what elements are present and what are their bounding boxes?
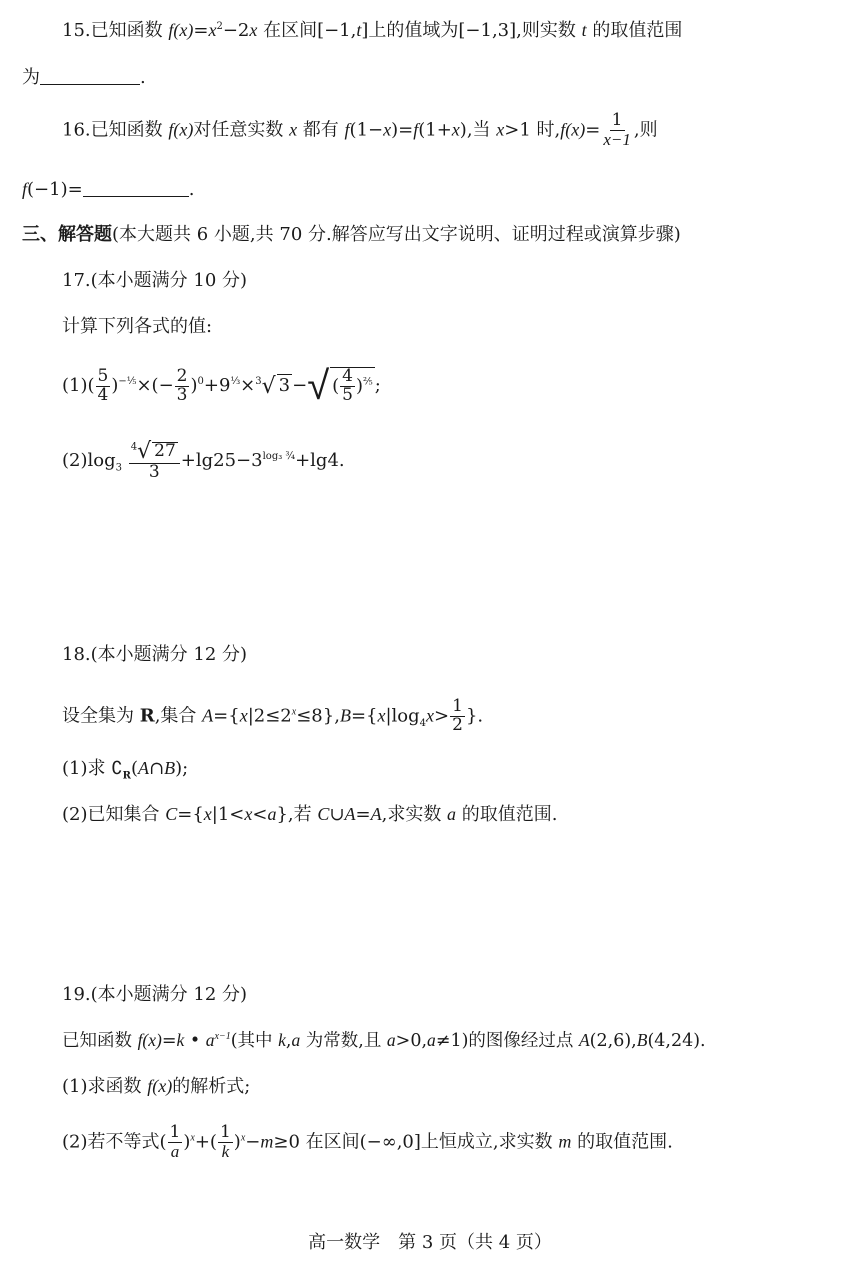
q19-p2-frac1-den: a [170, 1141, 180, 1161]
q19-p2-frac2-den: k [221, 1141, 230, 1161]
q17-p1-paren2: ) [190, 375, 198, 396]
q18-set-end: }. [465, 705, 484, 727]
q17-p1-label: (1)( [62, 375, 95, 396]
q18-p2-x2: x [244, 804, 253, 824]
section3-header [22, 224, 681, 246]
q18-A: A [202, 705, 214, 726]
q15-interval: 在区间[−1, [257, 20, 357, 41]
q18-text-c: ={ [213, 705, 240, 727]
page-footer: 高一数学 第 3 页（共 4 页） [308, 1232, 552, 1253]
q18-part2 [62, 804, 558, 826]
q18-p2-b: ={ [177, 804, 204, 825]
q19-p2-paren2: ) [233, 1131, 241, 1153]
q19-p2-minus: − [245, 1131, 261, 1153]
q15-sup2: 2 [216, 21, 223, 32]
q18-frac-num: 1 [452, 696, 463, 716]
q18-stem [62, 698, 483, 735]
q19-dot: • [184, 1031, 206, 1051]
q17-p1-exp1: −⅕ [118, 376, 137, 387]
q17-p1-times: ×(− [136, 375, 174, 396]
q16-eq: = [585, 119, 601, 141]
q16-arg1: (1− [349, 119, 384, 141]
q19-p2-frac1 [168, 1124, 183, 1161]
q16-close2: ),当 [459, 119, 497, 141]
q17-p1-frac2 [175, 365, 190, 405]
q18-p2-a3: a [447, 804, 457, 824]
q15-eq: = [193, 20, 209, 41]
q17-p1-radical-icon: √ [261, 374, 276, 399]
q19-a3: a [386, 1030, 396, 1050]
q17-p2-log-base: 3 [115, 462, 122, 474]
q18-p2-A: A [344, 804, 356, 824]
q17-p1-exp4: ⅖ [363, 376, 373, 387]
q19-p2-m2: m [558, 1131, 572, 1152]
q18-title: 18.(本小题满分 12 分) [62, 644, 248, 665]
q18-p2-end: 的取值范围. [456, 804, 558, 825]
q18-frac [450, 698, 465, 735]
q18-p2-A2: A [370, 804, 382, 824]
q16-number: 16.已知函数 [62, 119, 169, 141]
q16-x: x [289, 119, 298, 140]
q19-p1-fx: f(x) [147, 1076, 173, 1096]
q18-p1-A: A [138, 758, 150, 778]
q17-p1-frac2-den: 3 [176, 384, 188, 405]
q19-p2-d: ≥0 在区间(−∞,0]上恒成立,求实数 [273, 1131, 559, 1153]
q17-p1-big-radical-icon: √ [307, 363, 330, 409]
q16-line2 [22, 178, 194, 201]
q18-p1-text: (1)求 ∁ [62, 758, 123, 779]
q19-a: a [205, 1030, 215, 1050]
q17-p1-end: ; [374, 375, 381, 396]
q18-p2-a2: a [267, 804, 277, 824]
q18-p1-sub: R [122, 770, 131, 782]
q15-line1 [62, 20, 682, 42]
q19-p1-end: 的解析式; [172, 1076, 251, 1097]
q19-p2-exp2: x [240, 1132, 246, 1144]
q19-stem-c: (其中 [230, 1031, 279, 1051]
q17-p1-frac1-num: 5 [97, 365, 109, 386]
q18-p2-x: x [203, 804, 212, 824]
q19-title: 19.(本小题满分 12 分) [62, 984, 248, 1005]
q18-p2-e: },若 [276, 804, 318, 825]
q17-p2-frac [129, 440, 180, 482]
q19-stem-f: ≠1)的图像经过点 [435, 1031, 579, 1051]
q19-stem-d: 为常数,且 [300, 1031, 387, 1051]
q18-p2-C: C [165, 804, 178, 824]
q18-p2-C2: C [317, 804, 330, 824]
q16-frac-den: x−1 [603, 129, 631, 149]
q16-answer-blank[interactable] [83, 178, 189, 197]
q17-p2-label: (2)log [62, 449, 116, 471]
q16-x3: x [496, 119, 505, 140]
q19-p2-exp1: x [190, 1132, 195, 1144]
q18-p2-d: < [252, 804, 268, 825]
q15-fx: f(x) [168, 20, 194, 40]
q19-p2-plus: +( [194, 1131, 217, 1153]
q16-frac-num: 1 [611, 110, 623, 130]
q15-minus2: −2 [222, 20, 250, 41]
q19-p2-a: (2)若不等式( [62, 1131, 167, 1153]
q16-text1: 对任意实数 [193, 119, 290, 141]
q19-B: B [636, 1030, 648, 1050]
q18-gt: > [434, 705, 450, 727]
q18-p2-cup: ∪ [329, 804, 345, 825]
q19-a4: a [427, 1030, 436, 1050]
q16-line1 [62, 112, 658, 149]
q17-p1-frac3-den: 5 [342, 384, 353, 405]
q16-f1: f [344, 119, 350, 140]
q16-neg1: (−1)= [27, 179, 83, 200]
q17-p1-root-value: 3 [278, 375, 291, 396]
q16-arg2: (1+ [418, 119, 452, 141]
q18-p1-end: ); [175, 758, 189, 779]
q16-period: . [188, 179, 195, 200]
q17-p2-frac-den: 3 [148, 462, 160, 483]
q18-text-d: |2≤2 [247, 705, 292, 727]
q18-xexp: x [291, 706, 297, 718]
q19-p2-end: 的取值范围. [571, 1131, 673, 1153]
q19-p2-frac1-num: 1 [169, 1122, 181, 1142]
q17-p1-frac3-num: 4 [342, 365, 353, 386]
q18-p1-cap: ∩ [149, 758, 165, 779]
q17-title: 17.(本小题满分 10 分) [62, 270, 248, 291]
q19-eq: = [161, 1031, 177, 1051]
q19-stem-a: 已知函数 [62, 1031, 138, 1051]
q15-answer-blank[interactable] [40, 66, 140, 85]
q17-part1 [62, 362, 381, 410]
q18-text-e: ≤8}, [296, 705, 340, 727]
q17-p1-frac1 [96, 365, 111, 405]
section3-heading: 三、解答题 [22, 224, 112, 245]
q18-x1: x [239, 705, 248, 726]
q18-text-g: |log [385, 705, 420, 727]
q18-p2-c: |1< [211, 804, 245, 825]
q17-p1-frac3 [340, 365, 355, 405]
q18-B: B [339, 705, 351, 726]
q19-p1-a: (1)求函数 [62, 1076, 148, 1097]
q18-p2-f: ,求实数 [381, 804, 448, 825]
q16-gt: >1 时, [504, 119, 561, 141]
q18-text-f: ={ [350, 705, 378, 727]
q17-p2-exp: log₃ ¾ [262, 450, 296, 462]
q17-part2 [62, 440, 345, 482]
q19-stem [62, 1030, 706, 1052]
q17-p2-end: +lg4. [295, 449, 345, 471]
q19-a2: a [291, 1030, 301, 1050]
q18-R: R [139, 705, 155, 727]
q16-x2: x [451, 119, 460, 140]
q15-x: x [249, 20, 258, 40]
q16-text2: 都有 [297, 119, 345, 141]
q19-exp: x−1 [214, 1031, 231, 1043]
q18-part1 [62, 758, 188, 780]
q17-p1-radicand: ( $\frac{4}{5}$ )$^{\frac{2}{5}}$ [332, 365, 373, 405]
q16-close1: )= [391, 119, 414, 141]
q19-p2-frac2-num: 1 [219, 1122, 231, 1142]
q17-p2-frac-num [129, 440, 180, 464]
q18-p2-eq: = [355, 804, 371, 825]
q17-p1-exp2: 0 [197, 376, 204, 387]
q17-p1-plus9: +9 [203, 375, 231, 396]
q17-p2-root-index: 4 [130, 441, 138, 453]
q18-text-b: ,集合 [154, 705, 203, 727]
q17-p1-exp3: ⅓ [230, 376, 241, 387]
q16-end: ,则 [633, 119, 658, 141]
q17-p1-frac2-num: 2 [176, 365, 188, 386]
q18-x3: x [426, 705, 435, 726]
q17-p2-mid: +lg25−3 [180, 449, 263, 471]
q19-pA: (2,6), [589, 1031, 637, 1051]
q18-p1-B: B [164, 758, 176, 778]
q17-intro: 计算下列各式的值: [62, 316, 213, 337]
q15-t2: t [581, 20, 587, 40]
q17-p1-times2: × [240, 375, 256, 396]
q17-p2-radical-icon: √ [137, 439, 152, 464]
q19-comma: , [285, 1031, 292, 1051]
q17-p1-root-index: 3 [255, 376, 262, 387]
q19-p2-frac2 [218, 1124, 233, 1161]
q18-text-a: 设全集为 [62, 705, 140, 727]
section3-note: (本大题共 6 小题,共 70 分.解答应写出文字说明、证明过程或演算步骤) [112, 224, 681, 245]
q18-p2-a: (2)已知集合 [62, 804, 166, 825]
q15-line2 [22, 66, 146, 89]
q16-f3: f(x) [560, 119, 586, 140]
q17-p2-root-value: 27 [154, 441, 176, 461]
q19-fx: f(x) [137, 1030, 162, 1050]
q19-stem-e: >0, [395, 1031, 428, 1051]
q17-p1-minus: − [292, 375, 308, 396]
q16-x1: x [383, 119, 392, 140]
q17-p1-paren1: ) [111, 375, 119, 396]
q16-fx: f(x) [168, 119, 194, 140]
q18-p1-paren: ( [130, 758, 139, 779]
q15-t: t [356, 20, 362, 40]
q19-part1 [62, 1076, 250, 1098]
q16-fraction [601, 112, 633, 149]
q15-end: 的取值范围 [586, 20, 683, 41]
q19-A: A [578, 1030, 590, 1050]
q18-x2: x [377, 705, 386, 726]
q15-x-squared: x [208, 20, 217, 40]
q19-k2: k [278, 1030, 286, 1050]
q18-frac-den: 2 [452, 714, 463, 735]
q19-k: k [176, 1030, 185, 1050]
q18-sub4: 4 [419, 717, 427, 729]
q19-p2-m: m [260, 1131, 274, 1152]
q15-period: . [140, 67, 146, 88]
q16-f-neg1: f [22, 179, 28, 199]
q15-number: 15.已知函数 [62, 20, 169, 41]
q17-p1-frac1-den: 4 [97, 384, 109, 405]
q16-f2: f [413, 119, 419, 140]
q19-pB: (4,24). [647, 1031, 706, 1051]
q19-p2-paren1: ) [183, 1131, 191, 1153]
q15-range-text: ]上的值域为[−1,3],则实数 [361, 20, 582, 41]
q15-wei: 为 [22, 67, 40, 88]
q19-part2 [62, 1124, 673, 1161]
